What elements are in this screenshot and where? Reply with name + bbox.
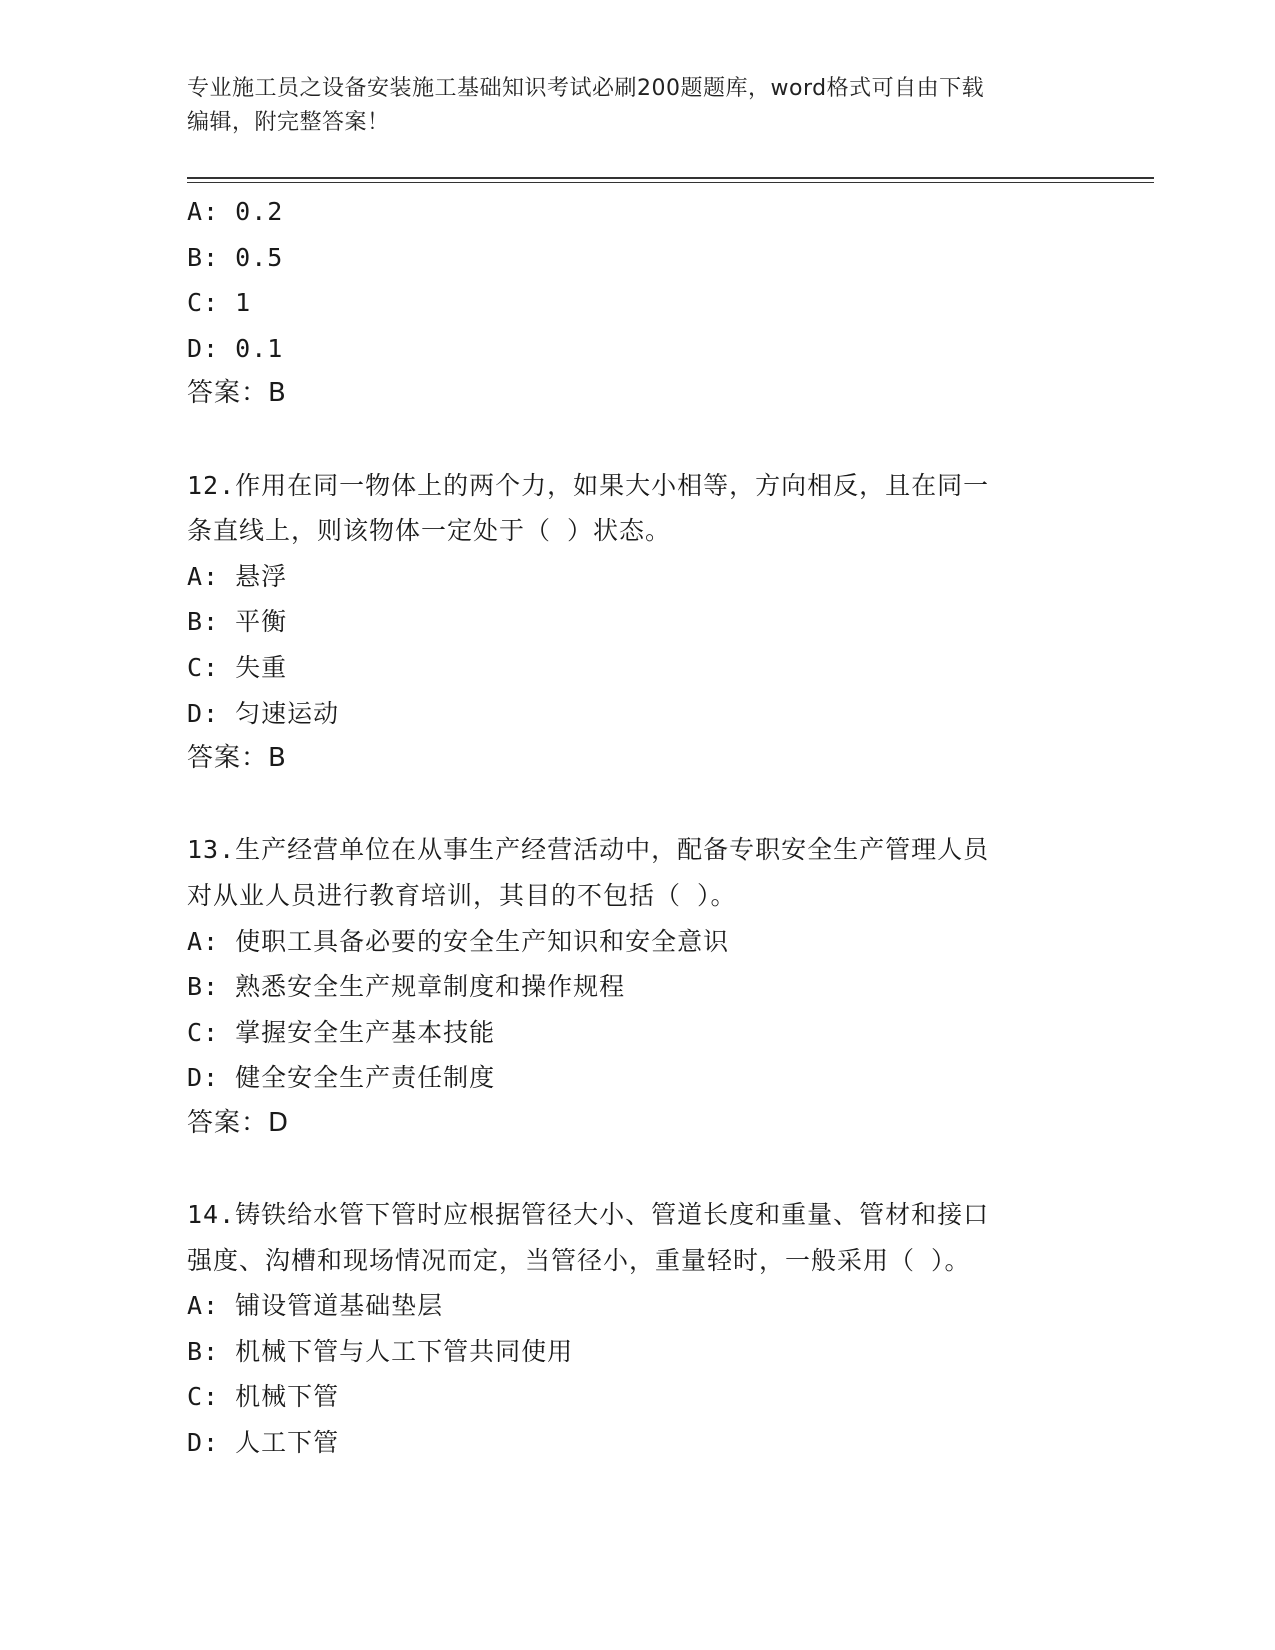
option-c: C: 1 (187, 288, 252, 318)
question-list (187, 189, 1087, 1466)
spacer (187, 417, 1087, 463)
option-c: C: 掌握安全生产基本技能 (187, 1017, 496, 1047)
question-stem-line: 12.作用在同一物体上的两个力，如果大小相等，方向相反，且在同一 (187, 470, 990, 500)
header-divider-thin (187, 182, 1154, 183)
option-b: B: 熟悉安全生产规章制度和操作规程 (187, 972, 626, 1002)
question-12-block (187, 463, 1087, 782)
answer-label: 答案：B (187, 743, 287, 774)
header-divider-thick (187, 177, 1154, 179)
question-stem-line: 对从业人员进行教育培训，其目的不包括（ ）。 (187, 880, 737, 910)
option-d: D: 健全安全生产责任制度 (187, 1063, 496, 1093)
question-stem-line: 强度、沟槽和现场情况而定，当管径小，重量轻时，一般采用（ ）。 (187, 1245, 971, 1275)
document-header (187, 72, 1087, 140)
answer-label: 答案：D (187, 1107, 290, 1138)
spacer (187, 782, 1087, 828)
question-stem-line: 13.生产经营单位在从事生产经营活动中，配备专职安全生产管理人员 (187, 835, 990, 865)
option-b: B: 平衡 (187, 607, 288, 637)
option-d: D: 0.1 (187, 333, 284, 363)
header-line-2: 编辑，附完整答案！ (187, 110, 390, 135)
option-d: D: 人工下管 (187, 1428, 340, 1458)
question-14-block (187, 1192, 1087, 1466)
option-a: A: 铺设管道基础垫层 (187, 1291, 444, 1321)
option-a: A: 0.2 (187, 197, 284, 226)
question-13-block (187, 827, 1087, 1146)
spacer (187, 1146, 1087, 1192)
question-stem-line: 14.铸铁给水管下管时应根据管径大小、管道长度和重量、管材和接口 (187, 1200, 990, 1230)
option-d: D: 匀速运动 (187, 698, 340, 728)
option-b: B: 机械下管与人工下管共同使用 (187, 1336, 574, 1366)
question-11-block (187, 189, 1087, 417)
option-a: A: 悬浮 (187, 561, 288, 591)
option-c: C: 机械下管 (187, 1382, 340, 1412)
header-line-1: 专业施工员之设备安装施工基础知识考试必刷200题题库，word格式可自由下载 (187, 76, 985, 101)
answer-label: 答案：B (187, 378, 287, 409)
option-c: C: 失重 (187, 652, 288, 682)
option-a: A: 使职工具备必要的安全生产知识和安全意识 (187, 926, 730, 956)
question-stem-line: 条直线上，则该物体一定处于（ ）状态。 (187, 516, 672, 546)
option-b: B: 0.5 (187, 242, 284, 272)
